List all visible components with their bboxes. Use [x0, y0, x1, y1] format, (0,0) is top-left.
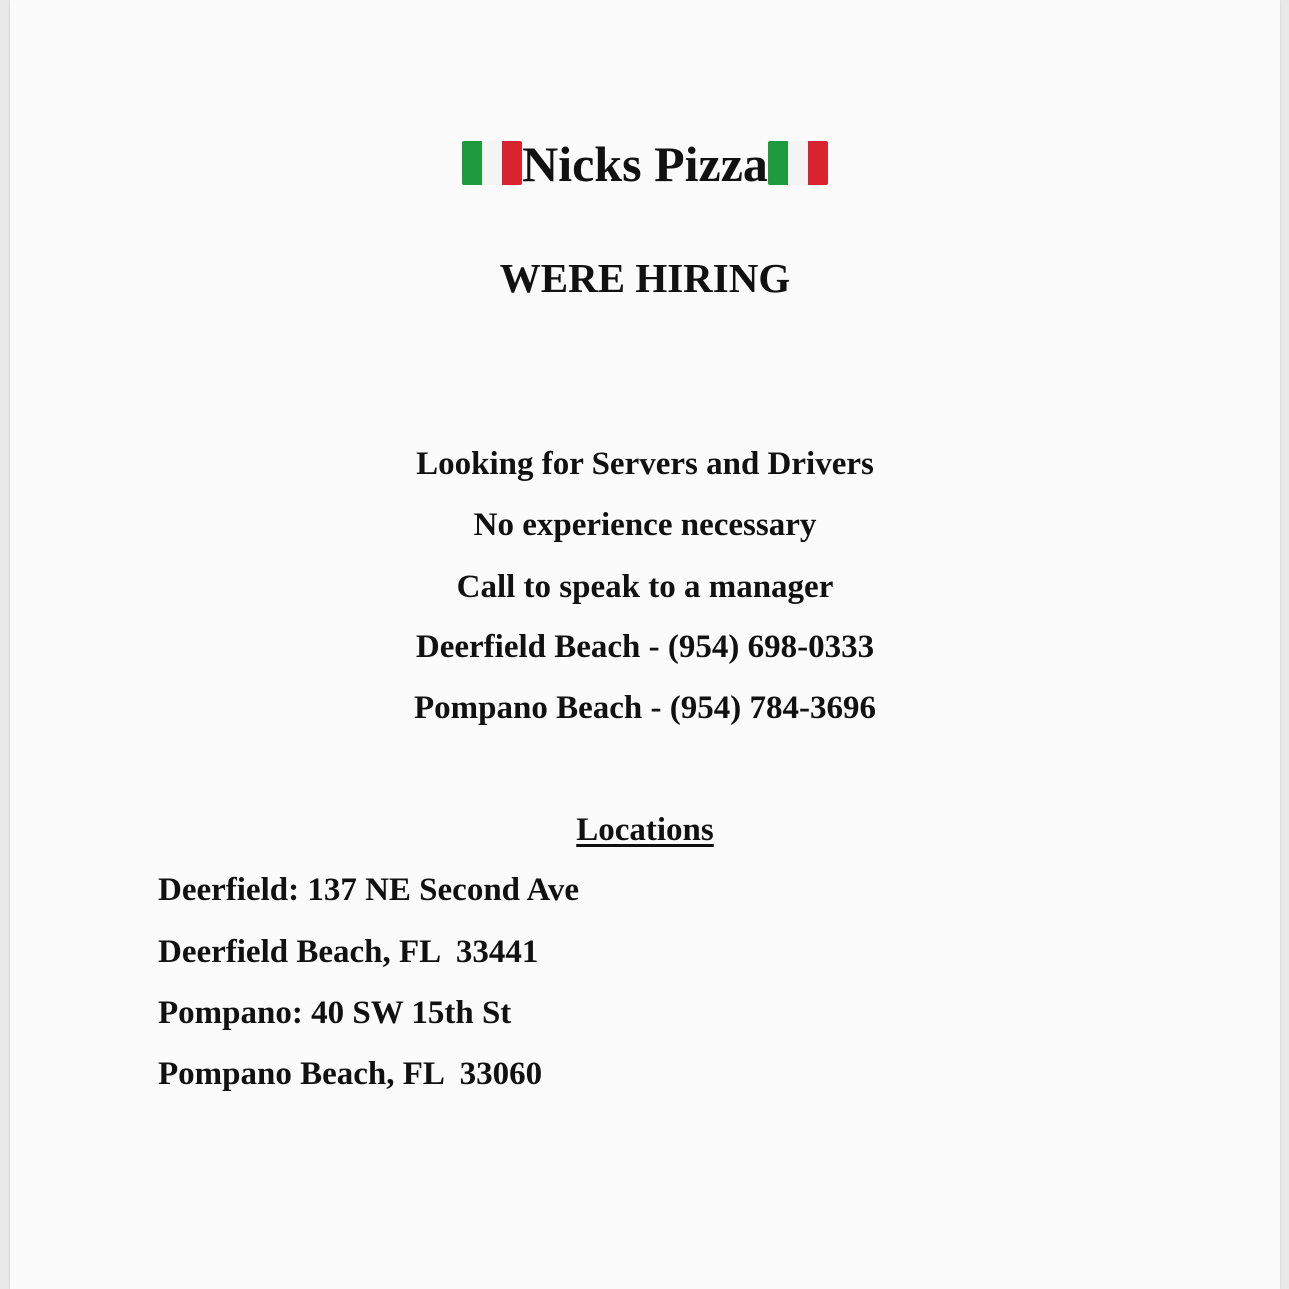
business-name: Nicks Pizza — [522, 136, 768, 192]
info-line-deerfield-phone: Deerfield Beach - (954) 698-0333 — [415, 629, 875, 665]
address-pompano-street: Pompano: 40 SW 15th St — [158, 995, 512, 1031]
address-pompano-city: Pompano Beach, FL 33060 — [158, 1056, 543, 1092]
italian-flag-icon — [768, 141, 828, 185]
hiring-heading: WERE HIRING — [499, 255, 791, 301]
address-deerfield-street: Deerfield: 137 NE Second Ave — [158, 872, 579, 908]
info-line-call: Call to speak to a manager — [456, 569, 834, 605]
address-deerfield-city: Deerfield Beach, FL 33441 — [158, 934, 539, 970]
italian-flag-icon — [462, 141, 522, 185]
flyer-title — [10, 134, 1280, 194]
info-line-experience: No experience necessary — [473, 507, 817, 543]
locations-heading: Locations — [576, 812, 714, 848]
info-line-positions: Looking for Servers and Drivers — [416, 446, 874, 482]
flyer-page — [10, 0, 1280, 1289]
info-line-pompano-phone: Pompano Beach - (954) 784-3696 — [414, 690, 876, 726]
